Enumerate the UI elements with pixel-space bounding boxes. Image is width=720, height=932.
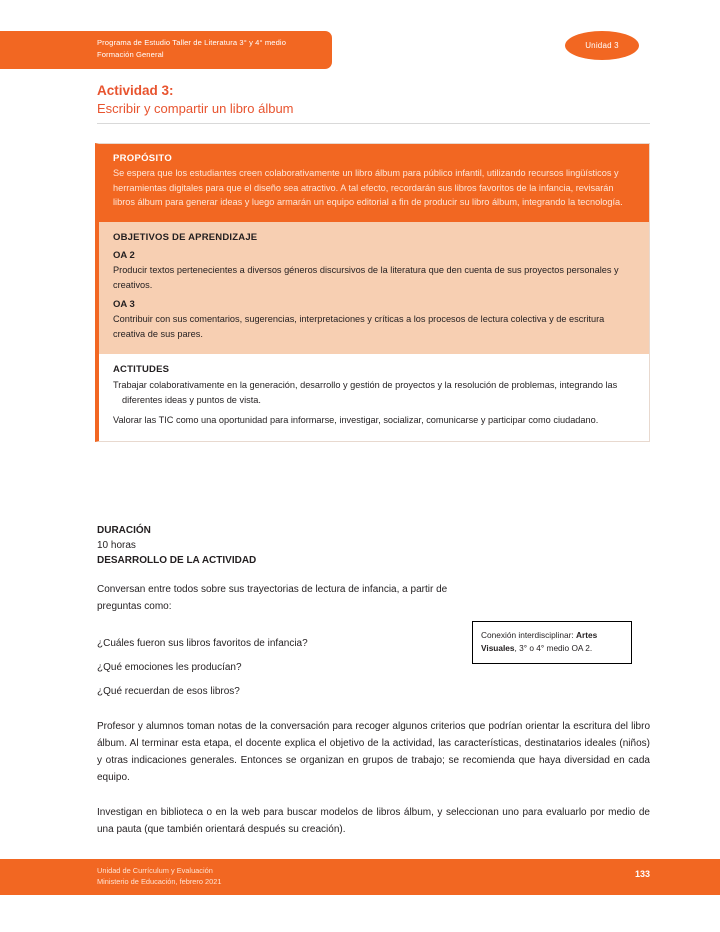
interdisciplinary-note-prefix: Conexión interdisciplinar:	[481, 630, 577, 640]
footer-line1: Unidad de Currículum y Evaluación	[97, 866, 213, 875]
objective-code: OA 3	[113, 299, 135, 311]
interdisciplinary-note-subject: Artes Visuales	[481, 630, 598, 653]
development-heading: DESARROLLO DE LA ACTIVIDAD	[97, 555, 257, 566]
program-title-line1: Programa de Estudio Taller de Literatura 3° y 4° medio	[97, 38, 287, 47]
objective-text: Producir textos pertenecientes a diversos géneros discursivos de la literatura que den cuenta de sus proyectos personales y creativos.	[113, 264, 619, 290]
attitudes-section	[99, 354, 649, 441]
purpose-text: Se espera que los estudiantes creen colaborativamente un libro álbum para público infantil, utilizando recursos lingüísticos y herramientas digitales para que el diseño sea atractivo. A tal efecto, recordarán sus libros favoritos de la infancia, revisarán libros álbum para generar ideas y luego armarán un equipo editorial a fin de producir su libro álbum, integrando la tecnología.	[113, 168, 623, 208]
page-title: Escribir y compartir un libro álbum	[97, 101, 294, 116]
page-title-block	[97, 82, 650, 124]
intro-text: Conversan entre todos sobre sus trayectorias de lectura de infancia, a partir de preguntas como:	[97, 584, 448, 612]
unit-badge	[565, 31, 639, 60]
attitude-item: Valorar las TIC como una oportunidad para informarse, investigar, socializar, comunicarse y participar como ciudadano.	[113, 414, 599, 425]
body-paragraph: Profesor y alumnos toman notas de la conversación para recoger algunos criterios que podrían orientar la escritura del libro álbum. Al terminar esta etapa, el docente explica el objetivo de la actividad, las características, destinatarios ideales (niños) y otras indicaciones generales. Entonces se organizan en grupos de trabajo; se recomienda que haya diversidad en cada equipo.	[97, 721, 650, 783]
activity-body	[97, 523, 650, 838]
purpose-section	[99, 144, 649, 222]
attitude-item: Trabajar colaborativamente en la generación, desarrollo y gestión de proyectos y la resolución de problemas, integrando las diferentes ideas y puntos de vista.	[113, 379, 618, 405]
duration-value: 10 horas	[97, 540, 136, 551]
program-title-line2: Formación General	[97, 49, 164, 59]
document-footer-band	[0, 859, 720, 895]
title-divider	[97, 123, 650, 124]
attitudes-heading: ACTITUDES	[113, 363, 170, 375]
purpose-heading: PROPÓSITO	[113, 153, 173, 164]
footer-organization	[97, 865, 221, 887]
duration-heading: DURACIÓN	[97, 525, 151, 536]
interdisciplinary-note-suffix: , 3° o 4° medio OA 2.	[514, 643, 593, 653]
interdisciplinary-note	[472, 621, 632, 664]
objective-text: Contribuir con sus comentarios, sugerencias, interpretaciones y críticas a los procesos de lectura colectiva y de escritura creativa de sus pares.	[113, 314, 605, 340]
footer-line2: Ministerio de Educación, febrero 2021	[97, 877, 222, 886]
body-paragraph: Investigan en biblioteca o en la web para buscar modelos de libros álbum, y seleccionan uno para evaluarlo por medio de una pauta (que también orientará después su creación).	[97, 807, 650, 835]
list-item: ¿Qué emociones les producían?	[97, 662, 242, 673]
list-item: ¿Cuáles fueron sus libros favoritos de infancia?	[97, 638, 308, 649]
page-number: 133	[634, 869, 650, 879]
activity-label: Actividad 3:	[97, 83, 174, 98]
activity-info-card	[95, 143, 650, 442]
list-item: ¿Qué recuerdan de esos libros?	[97, 686, 240, 697]
objectives-section	[99, 222, 649, 354]
document-header-band	[0, 31, 332, 69]
objective-code: OA 2	[113, 249, 135, 261]
objectives-heading: OBJETIVOS DE APRENDIZAJE	[113, 231, 258, 243]
unit-badge-label: Unidad 3	[585, 41, 619, 50]
